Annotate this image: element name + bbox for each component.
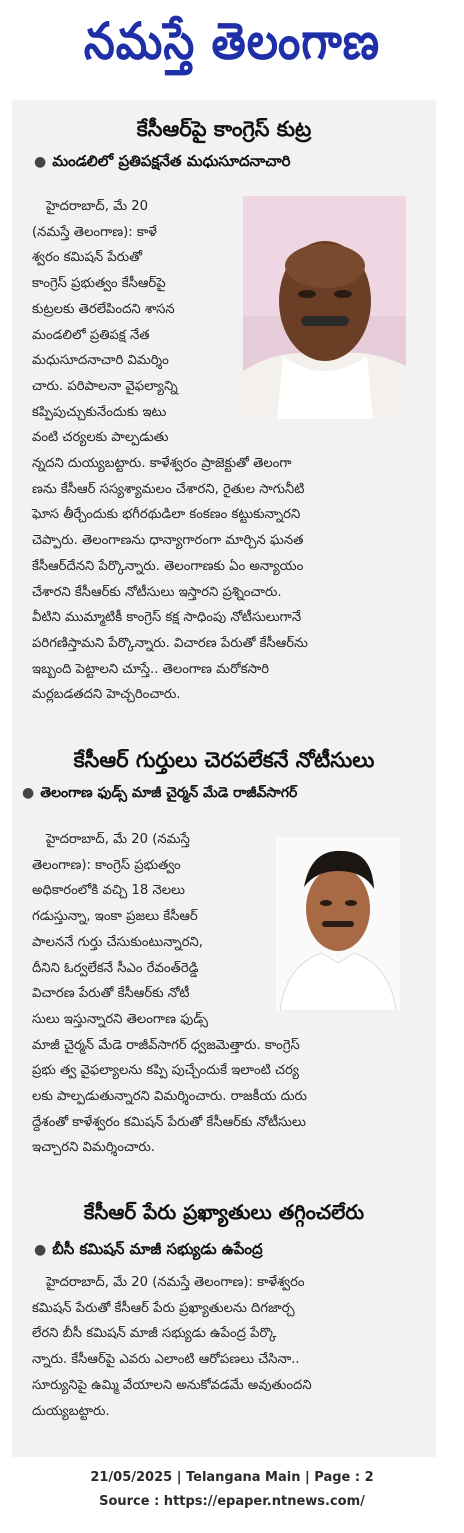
article-2-body — [32, 827, 307, 1161]
body-line: చేశారని కేసీఆర్‌కు నోటీసులు ఇస్తారని ప్రశ్నించారు. — [32, 584, 282, 600]
body-line: చెప్పారు. తెలంగాణను ధాన్యాగారంగా మార్చిన ఘనత — [32, 533, 304, 549]
bullet-icon: ● — [34, 1242, 47, 1258]
article-1-body — [32, 194, 308, 708]
body-line: (నమస్తే తెలంగాణ): కాళే — [32, 224, 157, 240]
body-line: హైదరాబాద్, మే 20 (నమస్తే — [46, 832, 190, 847]
body-line: విచారణ పేరుతో కేసీఆర్‌కు నోటీ — [32, 986, 190, 1002]
body-line: గడుస్తున్నా, ఇంకా ప్రజలు కేసీఆర్ — [32, 909, 198, 925]
body-line: కమిషన్ పేరుతో కేసీఆర్ పేరు ప్రఖ్యాతులను దిగజార్చ — [32, 1300, 295, 1316]
article-1-headline: కేసీఆర్‌పై కాంగ్రెస్ కుట్ర — [136, 117, 312, 141]
body-line: ఇచ్చారని విమర్శించారు. — [32, 1140, 155, 1156]
body-line: దీనిని ఓర్వలేకనే సీఎం రేవంత్‌రెడ్డి — [32, 960, 199, 976]
body-line: హైదరాబాద్, మే 20 (నమస్తే తెలంగాణ): కాళేశ్వరం — [46, 1275, 305, 1290]
body-line: వంటి చర్యలకు పాల్పడుతు — [32, 430, 169, 446]
article-2-subhead: ● తెలంగాణ ఫుడ్స్ మాజీ చైర్మన్ మేడె రాజీవ్‌సాగర్ — [22, 785, 298, 801]
body-line: కప్పిపుచ్చుకునేందుకు ఇటు — [32, 404, 167, 420]
body-line: లేరని బీసీ కమిషన్ మాజీ సభ్యుడు ఉపేంద్ర పేర్కొ — [32, 1326, 277, 1342]
body-line: లకు పాల్పడుతున్నారని విమర్శించారు. రాజకీయ దురు — [32, 1089, 307, 1105]
body-line: కేసీఆర్‌దేనని పేర్కొన్నారు. తెలంగాణకు ఏం అన్యాయం — [32, 558, 304, 574]
body-line: మధుసూదనాచారి విమర్శిం — [32, 353, 169, 369]
body-line: ప్రభు త్వ వైఫల్యాలను కప్పి పుచ్చేందుకే ఇలాంటి చర్య — [32, 1063, 299, 1079]
body-line: సూర్యునిపై ఉమ్మి వేయాలని అనుకోవడమే అవుతుందని — [32, 1377, 312, 1393]
masthead-title: నమస్తే తెలంగాణ — [83, 11, 381, 71]
body-line: వీటిని ముమ్మాటికీ కాంగ్రెస్ కక్ష సాధింపు నోటీసులుగానే — [32, 610, 302, 626]
article-2-headline: కేసీఆర్ గుర్తులు చెరపలేకనే నోటీసులు — [73, 748, 375, 772]
body-line: పరిగణిస్తామని పేర్కొన్నారు. విచారణ పేరుతో కేసీఆర్‌ను — [32, 635, 308, 651]
body-line: ఇబ్బంది పెట్టాలని చూస్తే.. తెలంగాణ మరోకసారి — [32, 661, 270, 677]
body-line: శ్వరం కమిషన్ పేరుతో — [32, 250, 142, 266]
body-line: కాంగ్రెస్ ప్రభుత్వం కేసీఆర్‌పై — [32, 276, 166, 292]
masthead — [0, 0, 464, 95]
body-line: మర్లబడతదని హెచ్చరించారు. — [32, 687, 181, 703]
body-line: మండలిలో ప్రతిపక్ష నేత — [32, 327, 150, 343]
body-line: కుట్రలకు తెరలేపిందని శాసన — [32, 301, 175, 317]
footer-date-edition: 21/05/2025 | Telangana Main | Page : 2 — [90, 1470, 374, 1485]
article-3-subhead: ● బీసీ కమిషన్ మాజీ సభ్యుడు ఉపేంద్ర — [34, 1240, 263, 1258]
article-3-headline: కేసీఆర్ పేరు ప్రఖ్యాతులు తగ్గించలేరు — [83, 1200, 365, 1224]
body-line: తెలంగాణ): కాంగ్రెస్ ప్రభుత్వం — [32, 857, 181, 873]
body-line: న్నారు. కేసీఆర్‌పై ఎవరు ఎలాంటి ఆరోపణలు చేసినా.. — [32, 1352, 300, 1368]
newspaper-clipping — [12, 100, 436, 1457]
body-line: చారు. పరిపాలనా వైఫల్యాన్ని — [32, 378, 178, 394]
body-line: దుయ్యబట్టారు. — [32, 1403, 110, 1419]
bullet-icon: ● — [22, 785, 35, 801]
body-line: హైదరాబాద్, మే 20 — [46, 199, 149, 214]
body-line: అధికారంలోకి వచ్చి 18 నెలలు — [32, 883, 185, 899]
footer-source: Source : https://epaper.ntnews.com/ — [99, 1494, 365, 1509]
article-3-body — [32, 1270, 312, 1424]
article-1-subhead: ● మండలిలో ప్రతిపక్షనేత మధుసూదనాచారి — [34, 152, 291, 170]
body-line: ద్దేశంతో కాళేశ్వరం కమిషన్ పేరుతో కేసీఆర్‌కు నోటీసులు — [32, 1114, 306, 1130]
body-line: ణను కేసీఆర్ సస్యశ్యామలం చేశారని, రైతుల సాగునీటి — [32, 481, 305, 497]
body-line: ఘోస తీర్చేందుకు భగీరథుడిలా కంకణం కట్టుకున్నారని — [32, 507, 301, 523]
body-line: మాజీ చైర్మన్ మేడె రాజీవ్‌సాగర్ ధ్వజమెత్తారు. కాంగ్రెస్ — [32, 1037, 300, 1053]
body-line: పాలననే గుర్తు చేసుకుంటున్నారని, — [32, 934, 203, 950]
bullet-icon: ● — [34, 154, 47, 170]
body-line: సులు ఇస్తున్నారని తెలంగాణ ఫుడ్స్ — [32, 1011, 208, 1027]
body-line: న్నదని దుయ్యబట్టారు. కాళేశ్వరం ప్రాజెక్టుతో తెలంగా — [32, 456, 292, 472]
